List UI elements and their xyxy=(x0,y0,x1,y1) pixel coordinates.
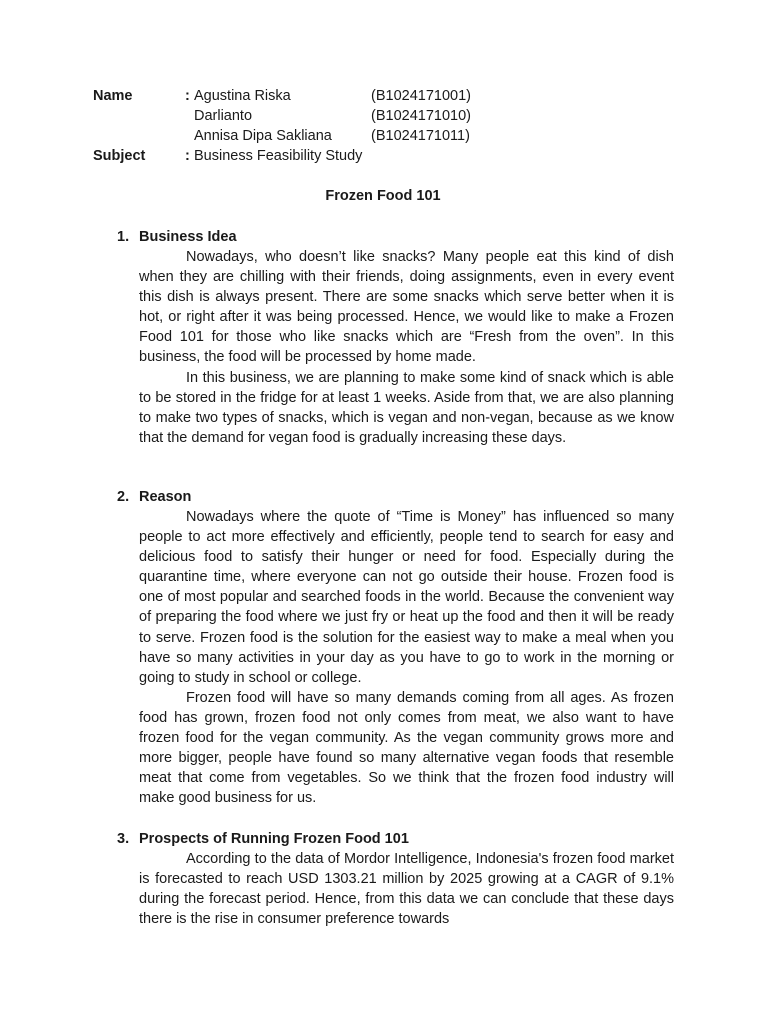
section-heading xyxy=(117,829,674,849)
name-row xyxy=(93,86,513,106)
subject-colon: : xyxy=(185,148,190,164)
member-id: (B1024171001) xyxy=(371,88,471,104)
member-row xyxy=(93,126,513,146)
section-business-idea xyxy=(117,227,674,448)
member-id: (B1024171010) xyxy=(371,108,471,124)
section-number: 1. xyxy=(117,229,130,245)
name-colon: : xyxy=(185,88,190,104)
section-title: Prospects of Running Frozen Food 101 xyxy=(139,831,409,847)
member-row xyxy=(93,106,513,126)
section-number: 3. xyxy=(117,831,130,847)
paragraph: Nowadays where the quote of “Time is Money” has influenced so many people to act more effectively and efficiently, people tend to search for easy and delicious food to satisfy their hunger or need for food. Especially during the quarantine time, where everyone can not go outside their house. Frozen food is one of most popular and searched foods in the world. Because the convenient way of preparing the food where we just fry or heat up the food and then it will be ready to serve. Frozen food is the solution for the easiest way to make a meal when you have so many activities in your day as you have to go to work in the morning or going to study in school or college. xyxy=(139,509,674,686)
document-title: Frozen Food 101 xyxy=(325,188,441,204)
subject-row xyxy=(93,146,513,166)
section-title: Business Idea xyxy=(139,229,237,245)
member-id: (B1024171011) xyxy=(371,128,470,144)
member-name: Darlianto xyxy=(194,108,253,124)
section-reason xyxy=(117,487,674,808)
name-label: Name xyxy=(93,88,133,104)
member-name: Agustina Riska xyxy=(194,88,291,104)
section-title: Reason xyxy=(139,489,192,505)
subject-value: Business Feasibility Study xyxy=(194,148,363,164)
paragraph: Nowadays, who doesn’t like snacks? Many people eat this kind of dish when they are chilling with their friends, doing assignments, even in every event this dish is always present. There are some snacks which serve better when it is hot, or right after it was being processed. Hence, we would like to make a Frozen Food 101 for those who like snacks which are “Fresh from the oven”. In this business, the food will be processed by home made. xyxy=(139,249,674,366)
paragraph: According to the data of Mordor Intelligence, Indonesia's frozen food market is forecasted to reach USD 1303.21 million by 2025 growing at a CAGR of 9.1% during the forecast period. Hence, from this data we can conclude that these days there is the rise in consumer preference towards xyxy=(139,851,674,928)
section-heading xyxy=(117,227,674,247)
paragraph: In this business, we are planning to make some kind of snack which is able to be stored in the fridge for at least 1 weeks. Aside from that, we are also planning to make two types of snacks, which is vegan and non-vegan, because as we know that the demand for vegan food is gradually increasing these days. xyxy=(139,369,674,446)
section-heading xyxy=(117,487,674,507)
section-number: 2. xyxy=(117,489,130,505)
paragraph: Frozen food will have so many demands coming from all ages. As frozen food has grown, frozen food not only comes from meat, we also want to have frozen food for the vegan community. As the vegan community grows more and more bigger, people have found so many alternative vegan foods that resemble meat that come from vegetables. So we think that the frozen food industry will make good business for us. xyxy=(139,689,674,807)
section-prospects xyxy=(117,829,674,929)
subject-label: Subject xyxy=(93,148,146,164)
member-name: Annisa Dipa Sakliana xyxy=(194,128,332,144)
